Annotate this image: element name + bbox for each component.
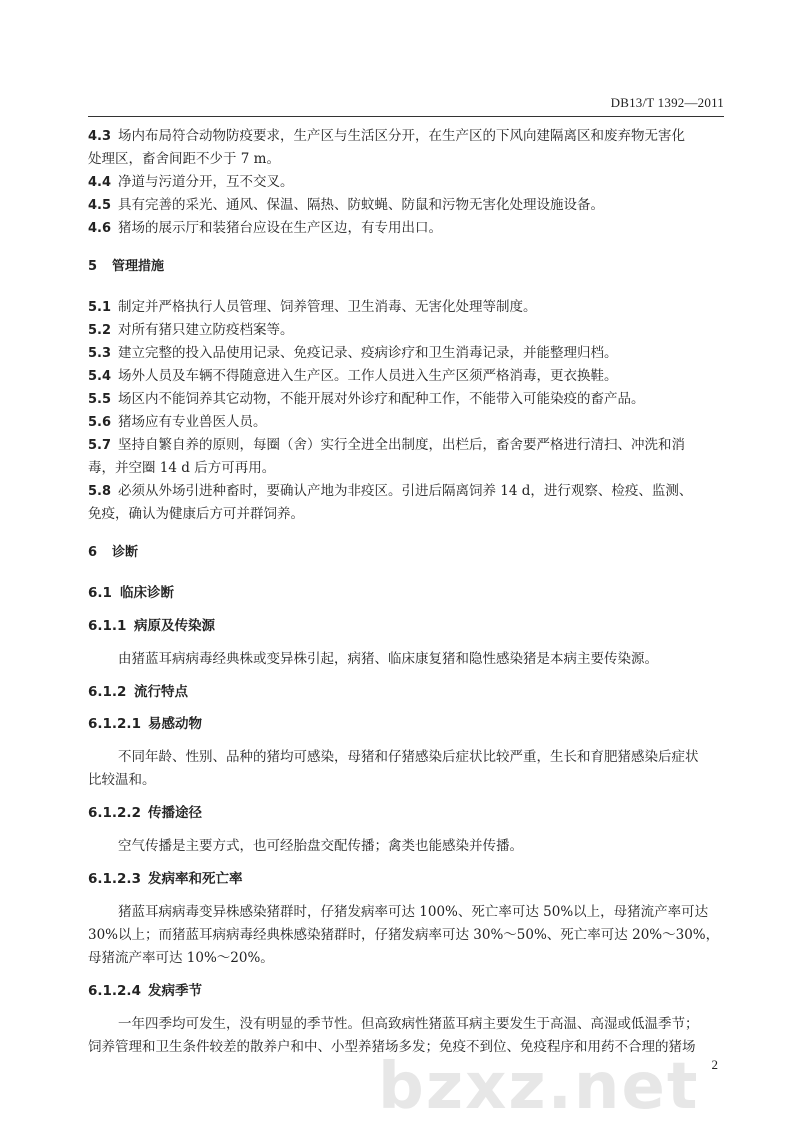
para-6-1-2-1-cont: 比较温和。 xyxy=(88,772,156,788)
para-6-1-2-4: 一年四季均可发生，没有明显的季节性。但高致病性猪蓝耳病主要发生于高温、高湿或低温季节； xyxy=(118,1016,699,1032)
para-6-1-2-1: 不同年龄、性别、品种的猪均可感染，母猪和仔猪感染后症状比较严重，生长和育肥猪感染后症状 xyxy=(118,749,699,765)
heading-6-1-1: 6.1.1 病原及传染源 xyxy=(88,618,215,634)
heading-6-1: 6.1 临床诊断 xyxy=(88,585,174,601)
standard-code: DB13/T 1392—2011 xyxy=(610,95,724,110)
clause-5-3: 5.3 建立完整的投入品使用记录、免疫记录、疫病诊疗和卫生消毒记录，并能整理归档。 xyxy=(88,345,618,361)
clause-4-5: 4.5 具有完善的采光、通风、保温、隔热、防蚊蝇、防鼠和污物无害化处理设施设备。 xyxy=(88,197,604,213)
header-rule xyxy=(88,116,724,117)
clause-4-3: 4.3 场内布局符合动物防疫要求，生产区与生活区分开，在生产区的下风向建隔离区和废弃物无害化 xyxy=(88,128,685,144)
clause-5-7: 5.7 坚持自繁自养的原则，每圈（舍）实行全进全出制度，出栏后，畜舍要严格进行清扫、冲洗和消 xyxy=(88,437,685,453)
page-number: 2 xyxy=(711,1057,718,1072)
clause-4-4: 4.4 净道与污道分开，互不交叉。 xyxy=(88,174,294,190)
section-6-heading: 6 诊断 xyxy=(88,545,139,560)
clause-4-3-cont: 处理区，畜舍间距不少于 7 m。 xyxy=(88,151,280,167)
clause-4-6: 4.6 猪场的展示厅和装猪台应设在生产区边，有专用出口。 xyxy=(88,220,442,236)
clause-5-4: 5.4 场外人员及车辆不得随意进入生产区。工作人员进入生产区须严格消毒，更衣换鞋。 xyxy=(88,368,618,384)
para-6-1-2-3: 猪蓝耳病病毒变异株感染猪群时，仔猪发病率可达 100%、死亡率可达 50%以上，母猪流产率可达 xyxy=(118,904,709,920)
clause-5-5: 5.5 场区内不能饲养其它动物，不能开展对外诊疗和配种工作，不能带入可能染疫的畜产品。 xyxy=(88,391,645,407)
clause-5-8: 5.8 必须从外场引进种畜时，要确认产地为非疫区。引进后隔离饲养 14 d，进行观察、检疫、监测、 xyxy=(88,483,693,499)
heading-6-1-2-4: 6.1.2.4 发病季节 xyxy=(88,983,202,999)
para-6-1-2-3-cont-1: 30%以上；而猪蓝耳病病毒经典株感染猪群时，仔猪发病率可达 30%～50%、死亡率可达 20%～30%， xyxy=(88,927,720,943)
para-6-1-2-3-cont-2: 母猪流产率可达 10%～20%。 xyxy=(88,950,274,966)
clause-5-7-cont: 毒，并空圈 14 d 后方可再用。 xyxy=(88,460,276,476)
para-6-1-2-4-cont: 饲养管理和卫生条件较差的散养户和中、小型养猪场多发；免疫不到位、免疫程序和用药不合理的猪场 xyxy=(88,1039,696,1055)
heading-6-1-2-2: 6.1.2.2 传播途径 xyxy=(88,805,202,821)
section-5-heading: 5 管理措施 xyxy=(88,259,165,274)
para-6-1-2-2: 空气传播是主要方式，也可经胎盘交配传播；禽类也能感染并传播。 xyxy=(118,838,523,854)
heading-6-1-2: 6.1.2 流行特点 xyxy=(88,684,188,700)
clause-5-1: 5.1 制定并严格执行人员管理、饲养管理、卫生消毒、无害化处理等制度。 xyxy=(88,299,537,315)
watermark: bzxz.net xyxy=(378,1050,700,1124)
heading-6-1-2-3: 6.1.2.3 发病率和死亡率 xyxy=(88,871,243,887)
clause-5-2: 5.2 对所有猪只建立防疫档案等。 xyxy=(88,322,294,338)
para-6-1-1: 由猪蓝耳病病毒经典株或变异株引起，病猪、临床康复猪和隐性感染猪是本病主要传染源。 xyxy=(118,651,658,667)
heading-6-1-2-1: 6.1.2.1 易感动物 xyxy=(88,716,202,732)
clause-5-6: 5.6 猪场应有专业兽医人员。 xyxy=(88,414,267,430)
clause-5-8-cont: 免疫，确认为健康后方可并群饲养。 xyxy=(88,506,304,522)
